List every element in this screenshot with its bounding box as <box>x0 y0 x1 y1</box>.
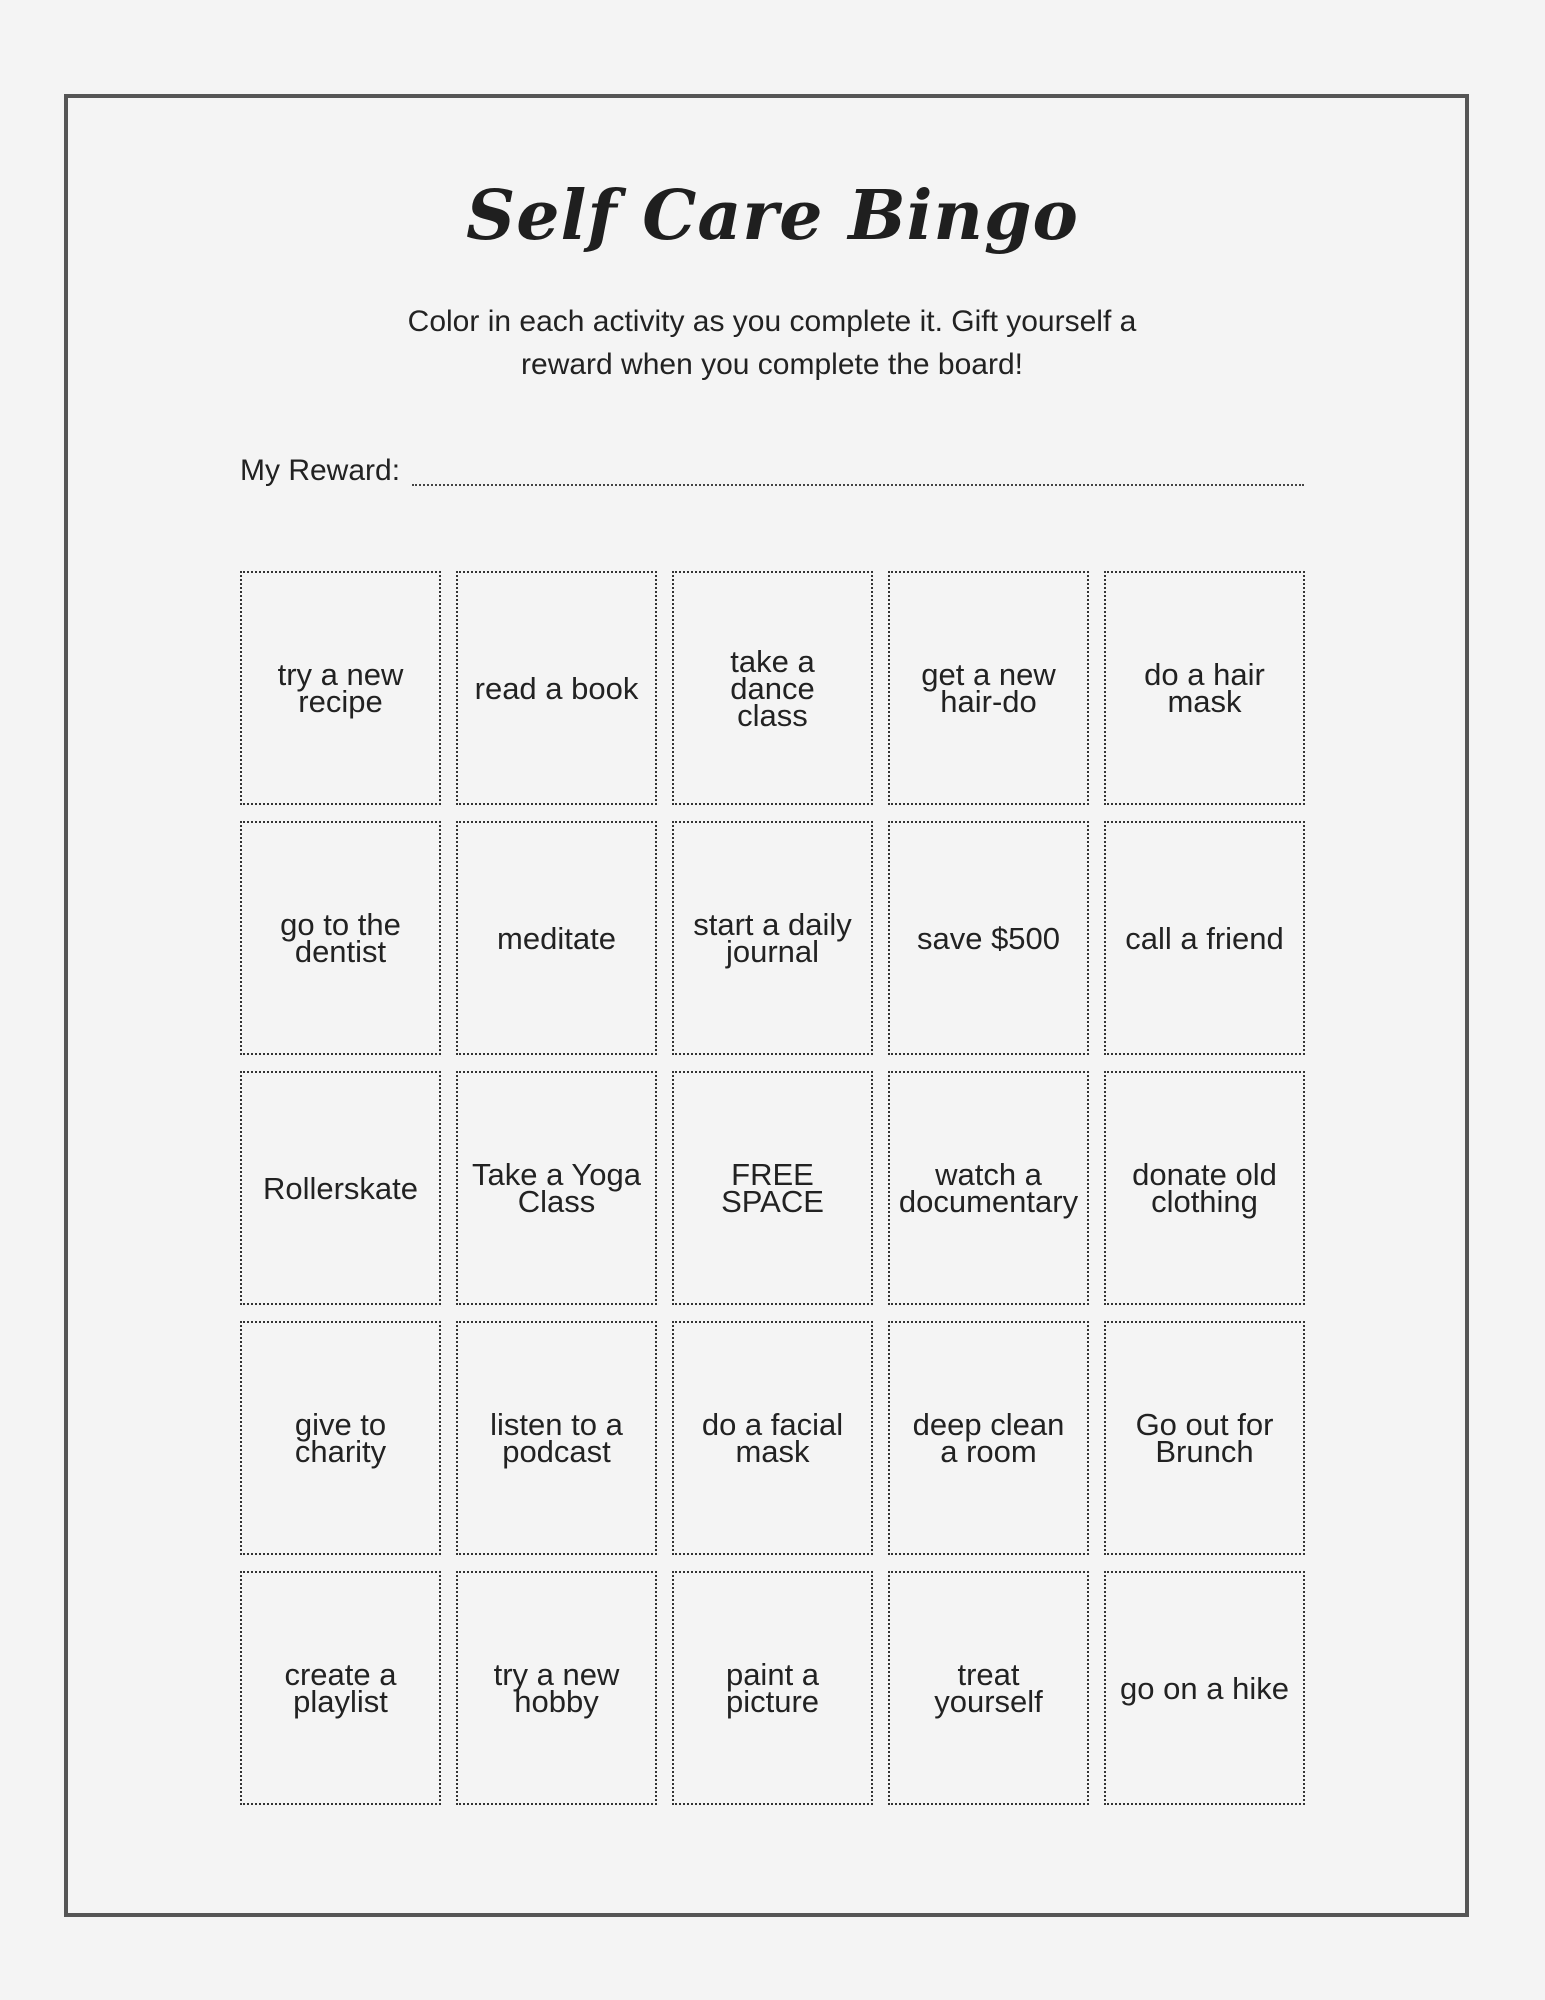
bingo-board <box>240 571 1306 1805</box>
bingo-cell-label: Take a Yoga Class <box>472 1157 641 1219</box>
bingo-cell-label: save $500 <box>916 920 1061 956</box>
bingo-cell[interactable] <box>1104 571 1305 805</box>
bingo-cell-label: listen to a podcast <box>490 1407 623 1469</box>
bingo-cell[interactable] <box>456 821 657 1055</box>
bingo-cell[interactable] <box>240 1321 441 1555</box>
bingo-cell[interactable] <box>1104 1071 1305 1305</box>
bingo-cell-label: try a new hobby <box>493 1657 620 1719</box>
bingo-cell[interactable] <box>456 571 657 805</box>
bingo-cell-label: donate old clothing <box>1132 1157 1277 1219</box>
bingo-cell[interactable] <box>888 1571 1089 1805</box>
bingo-cell[interactable] <box>888 571 1089 805</box>
bingo-cell-label: deep clean a room <box>912 1407 1065 1469</box>
bingo-cell[interactable] <box>1104 1571 1305 1805</box>
bingo-cell-label: start a daily journal <box>693 907 852 969</box>
bingo-cell[interactable] <box>456 1571 657 1805</box>
bingo-cell-label: FREE SPACE <box>721 1157 824 1219</box>
free-space-cell[interactable] <box>672 1071 873 1305</box>
bingo-cell-label: treat yourself <box>934 1657 1043 1719</box>
bingo-cell-label: do a hair mask <box>1144 657 1265 719</box>
reward-input-line[interactable] <box>412 484 1304 486</box>
bingo-cell[interactable] <box>456 1321 657 1555</box>
bingo-cell[interactable] <box>672 821 873 1055</box>
bingo-cell-label: do a facial mask <box>701 1407 844 1469</box>
bingo-cell-label: paint a picture <box>725 1657 820 1719</box>
bingo-cell-label: read a book <box>474 670 639 706</box>
bingo-cell[interactable] <box>888 821 1089 1055</box>
bingo-cell[interactable] <box>1104 1321 1305 1555</box>
bingo-cell-label: give to charity <box>294 1407 387 1469</box>
bingo-cell[interactable] <box>672 571 873 805</box>
reward-row <box>240 454 1305 494</box>
bingo-cell-label: call a friend <box>1125 920 1284 956</box>
bingo-cell[interactable] <box>1104 821 1305 1055</box>
bingo-cell-label: go on a hike <box>1120 1670 1289 1706</box>
page-title: Self Care Bingo <box>466 176 1079 256</box>
bingo-cell-label: watch a documentary <box>898 1157 1079 1219</box>
bingo-cell[interactable] <box>672 1321 873 1555</box>
bingo-cell-label: Go out for Brunch <box>1135 1407 1274 1469</box>
bingo-cell[interactable] <box>240 821 441 1055</box>
bingo-cell-label: meditate <box>497 920 616 956</box>
instructions-text: Color in each activity as you complete it. Gift yourself a reward when you complete the board! <box>407 305 1137 381</box>
bingo-cell[interactable] <box>240 571 441 805</box>
bingo-cell[interactable] <box>456 1071 657 1305</box>
bingo-cell-label: Rollerskate <box>262 1170 419 1206</box>
bingo-cell[interactable] <box>888 1321 1089 1555</box>
bingo-cell-label: take a dance class <box>730 643 815 733</box>
reward-label: My Reward: <box>240 454 401 487</box>
bingo-cell[interactable] <box>240 1071 441 1305</box>
bingo-cell-label: create a playlist <box>284 1657 397 1719</box>
bingo-cell[interactable] <box>888 1071 1089 1305</box>
bingo-cell[interactable] <box>240 1571 441 1805</box>
bingo-cell[interactable] <box>672 1571 873 1805</box>
bingo-cell-label: go to the dentist <box>280 907 401 969</box>
bingo-cell-label: get a new hair-do <box>921 657 1056 719</box>
bingo-cell-label: try a new recipe <box>277 657 404 719</box>
